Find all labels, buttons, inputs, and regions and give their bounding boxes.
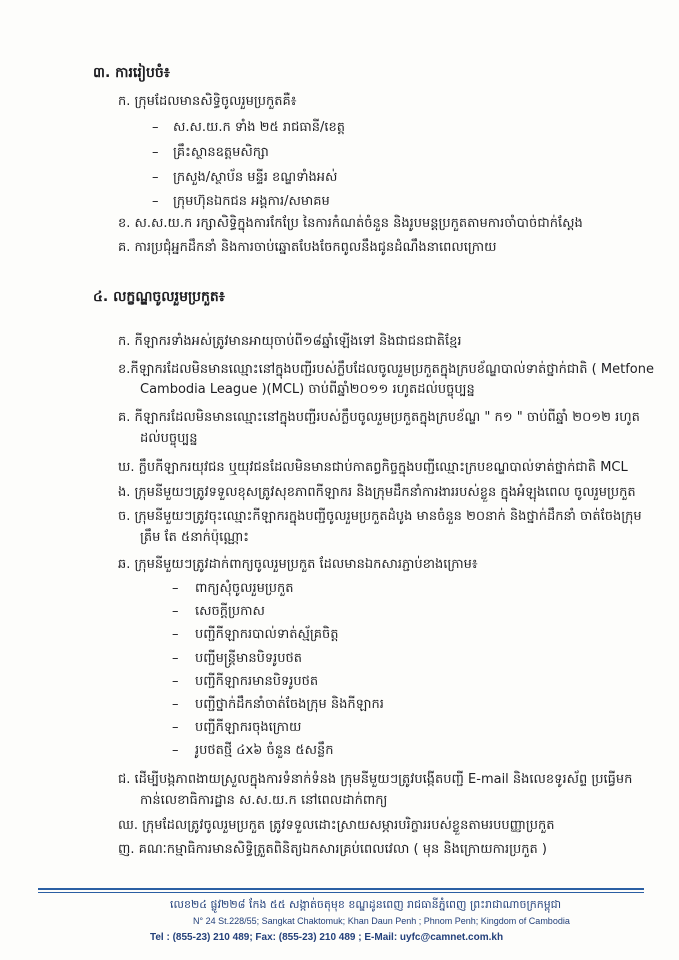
section-4-heading: ៤. លក្ខណ្ឌចូលរួមប្រកួត៖ bbox=[93, 289, 225, 305]
dash-bullet: – bbox=[152, 120, 159, 135]
section-4-item-g-line-1: គ. កីឡាករដែលមិនមានឈ្មោះនៅក្នុងបញ្ជីរបស់ក្លឹបចូលរួមប្រកួតក្នុងក្របខ័ណ្ឌ " ក១ " ចាប់ពីឆ្នាំ ២០១២ រហូត bbox=[118, 410, 640, 425]
section-4-item-ch-line-2: ត្រឹម តែ ៥នាក់ប៉ុណ្ណោះ bbox=[140, 530, 249, 545]
footer-address-english: N° 24 St.228/55; Sangkat Chaktomuk; Khan Daun Penh ; Phnom Penh; Kingdom of Cambodia bbox=[193, 916, 570, 926]
section-3-item-c: គ. ការប្រជុំអ្នកដឹកនាំ និងការចាប់ឆ្នោតបែងចែកពូលនឹងជូនដំណឹងនាពេលក្រោយ bbox=[118, 240, 497, 255]
section-3-item-b: ខ. ស.ស.យ.ក រក្សាសិទ្ធិក្នុងការកែប្រែ នៃការកំណត់ចំនួន និងរូបមន្តប្រកួតតាមការចាំបាច់ជាក់ស្តែង bbox=[118, 216, 583, 231]
dash-bullet: – bbox=[172, 604, 179, 619]
section-4-item-j-line-2: កាន់លេខាធិការដ្ឋាន ស.ស.យ.ក នៅពេលដាក់ពាក្យ bbox=[140, 793, 388, 808]
dash-bullet: – bbox=[172, 697, 179, 712]
attachment-item-7: បញ្ជីកីឡាករចុងក្រោយ bbox=[195, 720, 302, 735]
section-3-a-item-2: គ្រឹះស្ថានឧត្តមសិក្សា bbox=[173, 145, 269, 160]
section-4-item-kh-line-2: Cambodia League )(MCL) ចាប់ពីឆ្នាំ២០១១ រហូតដល់បច្ចុប្បន្ន bbox=[140, 382, 475, 397]
footer-divider bbox=[38, 888, 644, 890]
dash-bullet: – bbox=[152, 194, 159, 209]
attachment-item-5: បញ្ជីកីឡាករមានបិទរូបថត bbox=[195, 674, 319, 689]
attachment-item-4: បញ្ជីមន្ត្រីមានបិទរូបថត bbox=[195, 651, 303, 666]
section-4-item-g-line-2: ដល់បច្ចុប្បន្ន bbox=[140, 431, 198, 446]
section-4-item-ch-line-1: ច. ក្រុមនីមួយៗត្រូវចុះឈ្មោះកីឡាករក្នុងបញ្ជីចូលរួមប្រកួតដំបូង មានចំនួន ២០នាក់ និងថ្នាក់ដឹកនាំ ចាត់ចែងក្រុម bbox=[118, 509, 642, 524]
dash-bullet: – bbox=[152, 170, 159, 185]
footer-divider-thin bbox=[38, 892, 644, 893]
dash-bullet: – bbox=[172, 674, 179, 689]
dash-bullet: – bbox=[172, 720, 179, 735]
section-4-item-k: ក. កីឡាករទាំងអស់ត្រូវមានអាយុចាប់ពី១៨ឆ្នាំឡើងទៅ និងជាជនជាតិខ្មែរ bbox=[118, 334, 462, 349]
attachment-item-6: បញ្ជីថ្នាក់ដឹកនាំចាត់ចែងក្រុម និងកីឡាករ bbox=[195, 697, 384, 712]
section-4-item-nh: ញ. គណៈកម្មាធិការមានសិទ្ធិត្រួតពិនិត្យឯកសារគ្រប់ពេលវេលា ( មុន និងក្រោយការប្រកួត ) bbox=[118, 842, 547, 857]
dash-bullet: – bbox=[172, 581, 179, 596]
section-3-item-a: ក. ក្រុមដែលមានសិទ្ធិចូលរួមប្រកួតគឺ៖ bbox=[118, 94, 297, 109]
attachment-item-1: ពាក្យសុំចូលរួមប្រកួត bbox=[195, 581, 294, 596]
section-4-item-ng: ង. ក្រុមនីមួយៗត្រូវទទួលខុសត្រូវសុខភាពកីឡាករ និងក្រុមដឹកនាំការងាររបស់ខ្លួន ក្នុងអំឡុងពេល ចូលរួមប្រកួត bbox=[118, 485, 636, 500]
section-4-item-j-line-1: ជ. ដើម្បីបង្កភាពងាយស្រួលក្នុងការទំនាក់ទំនង ក្រុមនីមួយៗត្រូវបង្កើតបញ្ជី E-mail និងលេខទូរស័ព្ទ ប្រធ្វើមក bbox=[118, 772, 633, 787]
section-3-a-item-4: ក្រុមហ៊ុនឯកជន អង្គការ/សមាគម bbox=[173, 194, 330, 209]
attachment-item-8: រូបថតថ្មី ៤x៦ ចំនួន ៥សន្លឹក bbox=[195, 743, 334, 758]
footer-address-khmer: លេខ២៤ ផ្លូវ២២៨ កែង ៥៥ សង្កាត់ចតុមុខ ខណ្ឌដូនពេញ រាជធានីភ្នំពេញ ព្រះរាជាណាចក្រកម្ពុជា bbox=[170, 898, 562, 911]
dash-bullet: – bbox=[172, 627, 179, 642]
section-3-a-item-3: ក្រសួង/ស្ថាប័ន មន្ទីរ ខណ្ឌទាំងអស់ bbox=[173, 170, 338, 185]
section-3-heading: ៣. ការរៀបចំ៖ bbox=[93, 65, 170, 81]
dash-bullet: – bbox=[172, 743, 179, 758]
section-3-a-item-1: ស.ស.យ.ក ទាំង ២៥ រាជធានី/ខេត្ត bbox=[173, 120, 345, 135]
section-4-item-kh-line-1: ខ.កីឡាករដែលមិនមានឈ្មោះនៅក្នុងបញ្ជីរបស់ក្លឹបដែលចូលរួមប្រកួតក្នុងក្របខ័ណ្ឌបាល់ទាត់ថ្នាក់ជាតិ ( Metfone bbox=[118, 362, 654, 377]
section-4-item-gh: ឃ. ក្លឹបកីឡាករយុវជន ឬយុវជនដែលមិនមានជាប់កាតព្វកិច្ចក្នុងបញ្ជីឈ្មោះក្របខណ្ឌបាល់ទាត់ថ្នាក់ជាតិ MCL bbox=[118, 460, 628, 475]
attachment-item-3: បញ្ជីកីឡាករបាល់ទាត់ស្ម័គ្រចិត្ត bbox=[195, 627, 339, 642]
section-4-item-chh: ឆ. ក្រុមនីមួយៗត្រូវដាក់ពាក្យចូលរួមប្រកួត ដែលមានឯកសារភ្ជាប់ខាងក្រោម៖ bbox=[118, 557, 478, 572]
footer-contact: Tel : (855-23) 210 489; Fax: (855-23) 210 489 ; E-Mail: uyfc@camnet.com.kh bbox=[150, 932, 504, 943]
attachment-item-2: សេចក្តីប្រកាស bbox=[195, 604, 265, 619]
dash-bullet: – bbox=[152, 145, 159, 160]
dash-bullet: – bbox=[172, 651, 179, 666]
section-4-item-jh: ឈ. ក្រុមដែលត្រូវចូលរួមប្រកួត ត្រូវទទួលដោះស្រាយសម្ភារបរិក្ខាររបស់ខ្លួនតាមរបបញ្ញាប្រកួត bbox=[118, 818, 555, 833]
